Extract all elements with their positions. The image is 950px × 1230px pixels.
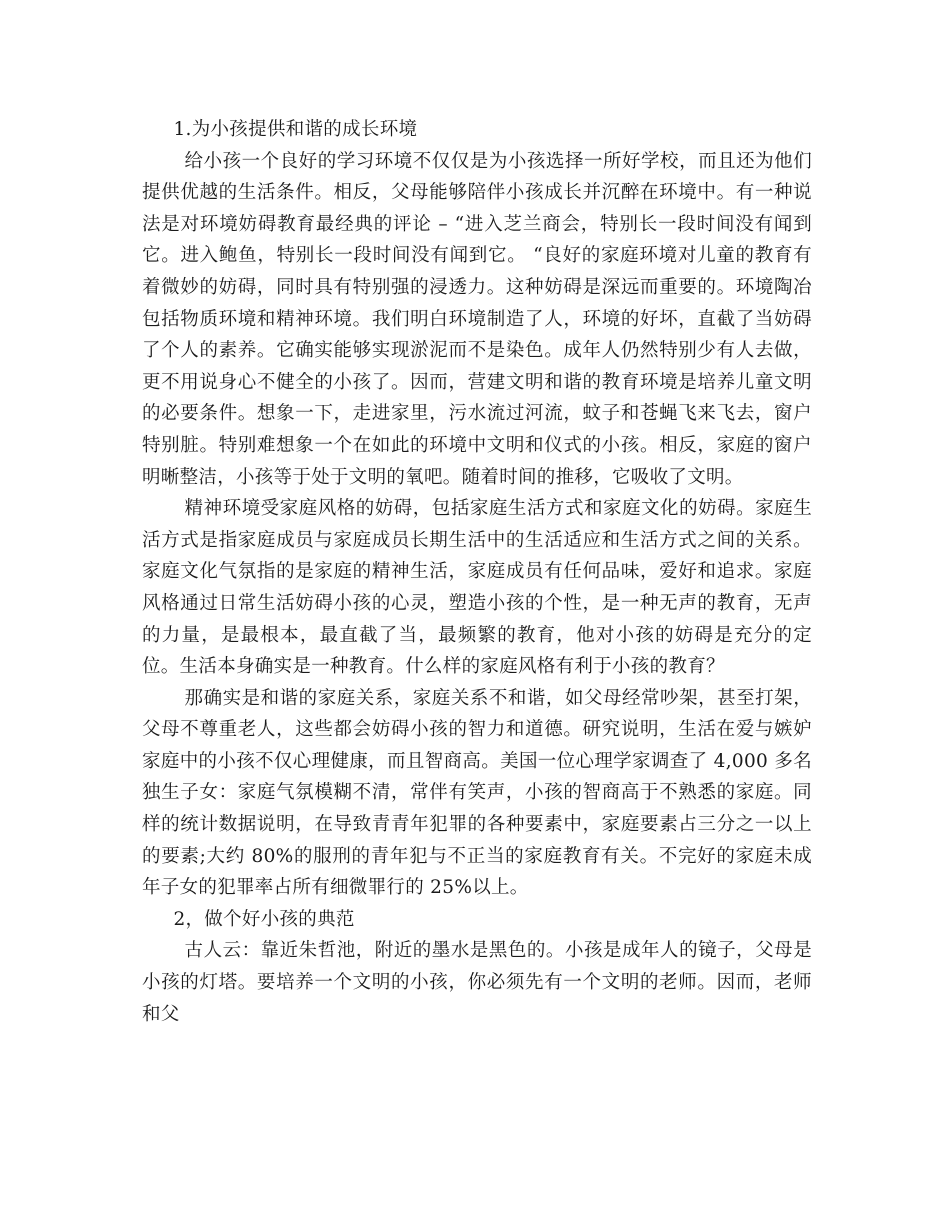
paragraph-family-style: 精神环境受家庭风格的妨碍，包括家庭生活方式和家庭文化的妨碍。家庭生活方式是指家庭成员与家庭成员长期生活中的生活适应和生活方式之间的关系。家庭文化气氛指的是家庭的精神生活，家庭成员有任何品味，爱好和追求。家庭风格通过日常生活妨碍小孩的心灵，塑造小孩的个性，是一种无声的教育，无声的力量，是最根本，最直截了当，最频繁的教育，他对小孩的妨碍是充分的定位。生活本身确实是一种教育。什么样的家庭风格有利于小孩的教育？	[142, 498, 812, 678]
section-heading-2: 2，做个好小孩的典范	[173, 908, 355, 930]
paragraph-family-relations: 那确实是和谐的家庭关系，家庭关系不和谐，如父母经常吵架，甚至打架，父母不尊重老人，这些都会妨碍小孩的智力和道德。研究说明，生活在爱与嫉妒家庭中的小孩不仅心理健康，而且智商高。美国一位心理学家调查了 4,000 多名独生子女：家庭气氛模糊不清，常伴有笑声，小孩的智商高于不熟悉的家庭。同样的统计数据说明，在导致青青年犯罪的各种要素中，家庭要素占三分之一以上的要素;大约 80%的服刑的青年犯与不正当的家庭教育有关。不完好的家庭未成年子女的犯罪率占所有细微罪行的 25%以上。	[142, 687, 812, 899]
document-body	[142, 114, 812, 1030]
paragraph-role-model: 古人云：靠近朱哲池，附近的墨水是黑色的。小孩是成年人的镜子，父母是小孩的灯塔。要培养一个文明的小孩，你必须先有一个文明的老师。因而，老师和父	[142, 940, 812, 1025]
paragraph-environment: 给小孩一个良好的学习环境不仅仅是为小孩选择一所好学校，而且还为他们提供优越的生活条件。相反，父母能够陪伴小孩成长并沉醉在环境中。有一种说法是对环境妨碍教育最经典的评论 – “进入芝兰商会，特别长一段时间没有闻到它。进入鲍鱼，特别长一段时间没有闻到它。 “良好的家庭环境对儿童的教育有着微妙的妨碍，同时具有特别强的浸透力。这种妨碍是深远而重要的。环境陶冶包括物质环境和精神环境。我们明白环境制造了人，环境的好坏，直截了当妨碍了个人的素养。它确实能够实现淤泥而不是染色。成年人仍然特别少有人去做，更不用说身心不健全的小孩了。因而，营建文明和谐的教育环境是培养儿童文明的必要条件。想象一下，走进家里，污水流过河流，蚊子和苍蝇飞来飞去，窗户特别脏。特别难想象一个在如此的环境中文明和仪式的小孩。相反，家庭的窗户明晰整洁，小孩等于处于文明的氧吧。随着时间的推移，它吸收了文明。	[142, 150, 812, 488]
section-heading-1: 1.为小孩提供和谐的成长环境	[173, 119, 418, 140]
